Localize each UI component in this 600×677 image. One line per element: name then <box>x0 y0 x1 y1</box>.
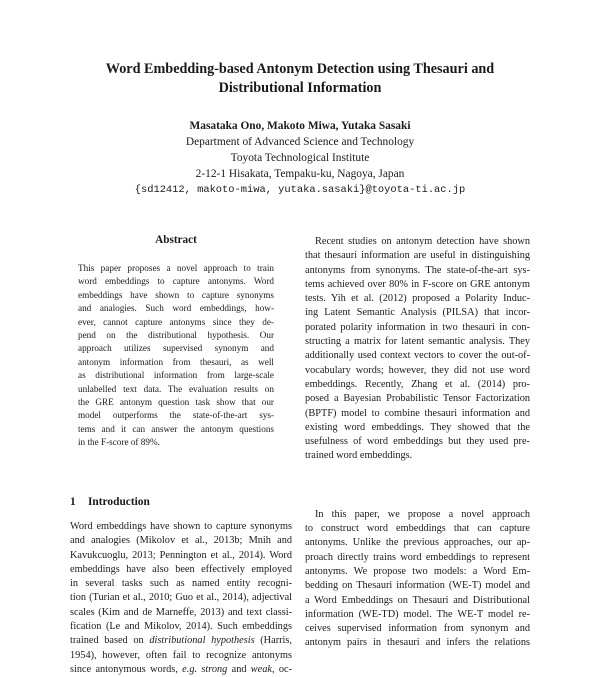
right-line: a Word Embeddings on Thesauri and Distributional <box>305 594 530 606</box>
paper-title <box>60 60 540 98</box>
abstract-line: in the F-score of 89%. <box>78 437 160 448</box>
right-paragraph-2 <box>305 508 530 651</box>
right-line: usefulness of word embeddings but they used pre- <box>305 436 530 448</box>
abstract-line: the GRE antonym question task show that our <box>78 396 274 407</box>
abstract-line: unlabelled text data. The evaluation results on <box>78 383 274 394</box>
abstract-line: This paper proposes a novel approach to train <box>78 263 274 273</box>
right-line: porated polarity information in two thesauri in con- <box>305 321 530 333</box>
abstract-line: and analogies. Such word embeddings, how- <box>78 303 274 314</box>
author-block <box>60 118 540 198</box>
right-line: posed a Bayesian Probabilistic Tensor Factorization <box>305 393 530 405</box>
department: Department of Advanced Science and Technology <box>185 136 415 148</box>
right-line: tems achieved over 80% in F-score on GRE antonym <box>305 278 530 290</box>
abstract-heading: Abstract <box>155 234 197 246</box>
right-line: additionally used context vectors to cover the out-of- <box>305 350 530 362</box>
introduction-heading <box>70 496 150 508</box>
abstract-line: antonym information from thesauri, as well <box>78 356 274 367</box>
right-line: structing a matrix for latent semantic analysis. They <box>305 336 530 348</box>
right-line: antonyms. Unlike the previous approaches, our ap- <box>305 537 530 549</box>
right-line: ceives supervised information from synonym and <box>305 623 530 635</box>
right-line: information (WE-TD) model. The WE-T model re- <box>305 608 530 620</box>
section-number: 1 <box>70 496 76 508</box>
right-paragraph-1 <box>305 235 530 464</box>
address: 2-12-1 Hisakata, Tempaku-ku, Nagoya, Japan <box>195 168 405 180</box>
right-line: antonyms from synonyms. The state-of-the-art sys- <box>305 264 530 276</box>
abstract-line: as distributional information from large-scale <box>78 370 274 381</box>
author-emails: {sd12412, makoto-miwa, yutaka.sasaki}@toyota-ti.ac.jp <box>134 184 466 196</box>
intro-line: scales (Kim and de Marneffe, 2013) and text classi- <box>70 606 292 618</box>
intro-line: Word embeddings have shown to capture synonyms <box>70 521 292 532</box>
institute: Toyota Technological Institute <box>230 152 370 164</box>
intro-line: trained based on distributional hypothesis (Harris, <box>70 635 292 647</box>
right-line: tests. Yih et al. (2012) proposed a Polarity Induc- <box>305 293 530 305</box>
right-line: antonyms. We propose two models: a Word Em- <box>305 565 530 577</box>
intro-line: Kavukcuoglu, 2013; Pennington et al., 2014). Word <box>70 549 292 561</box>
right-line: trained word embeddings. <box>305 450 413 462</box>
right-column <box>305 235 530 651</box>
right-line: (BPTF) model to combine thesauri information and <box>305 407 530 419</box>
intro-line: in several tasks such as named entity recogni- <box>70 578 292 590</box>
intro-line: tion (Turian et al., 2010; Guo et al., 2014), adjectival <box>70 592 292 604</box>
right-line: to construct word embeddings that can capture <box>305 523 530 535</box>
abstract-body <box>78 262 274 449</box>
right-line: Recent studies on antonym detection have shown <box>315 236 530 247</box>
intro-line: 1954), however, often fail to recognize antonyms <box>70 649 292 661</box>
right-line: that thesauri information are useful in distinguishing <box>305 250 530 262</box>
abstract-line: approach utilizes supervised synonym and <box>78 343 274 354</box>
author-names: Masataka Ono, Makoto Miwa, Yutaka Sasaki <box>189 120 411 132</box>
right-line: embeddings. Recently, Zhang et al. (2014) pro- <box>305 378 530 390</box>
right-line: In this paper, we propose a novel approach <box>315 508 530 520</box>
abstract-line: pend on the distributional hypothesis. Our <box>78 329 274 340</box>
right-line: bedding on Thesauri information (WE-T) model and <box>305 580 530 592</box>
title-line-2: Distributional Information <box>218 80 382 96</box>
abstract-line: tems and it can answer the antonym questions <box>78 423 274 434</box>
right-line: vocabulary words; however, they did not use word <box>305 364 530 376</box>
right-line: proach directly trains word embeddings to represent <box>305 551 530 563</box>
abstract-line: embeddings have shown to capture synonyms <box>78 289 274 300</box>
abstract-line: model outperforms the state-of-the-art sys- <box>78 410 274 421</box>
title-line-1: Word Embedding-based Antonym Detection using Thesauri and <box>105 61 495 77</box>
right-line: ing Latent Semantic Analysis (PILSA) that incor- <box>305 307 530 319</box>
abstract-line: word embeddings to capture antonyms. Word <box>78 276 274 287</box>
intro-line: embeddings have also been effectively employed <box>70 563 292 575</box>
right-line: existing word embeddings. They showed that the <box>305 421 530 433</box>
intro-line: fication (Le and Mikolov, 2014). Such embeddings <box>70 621 292 633</box>
intro-line: since antonymous words, e.g. strong and weak, oc- <box>70 663 292 675</box>
introduction-body <box>70 520 292 677</box>
abstract-line: ever, cannot capture antonyms since they de- <box>78 316 274 327</box>
right-line: antonym pairs in thesauri and infers the relations <box>305 637 530 649</box>
intro-line: and analogies (Mikolov et al., 2013b; Mnih and <box>70 535 292 547</box>
section-title: Introduction <box>88 496 150 508</box>
